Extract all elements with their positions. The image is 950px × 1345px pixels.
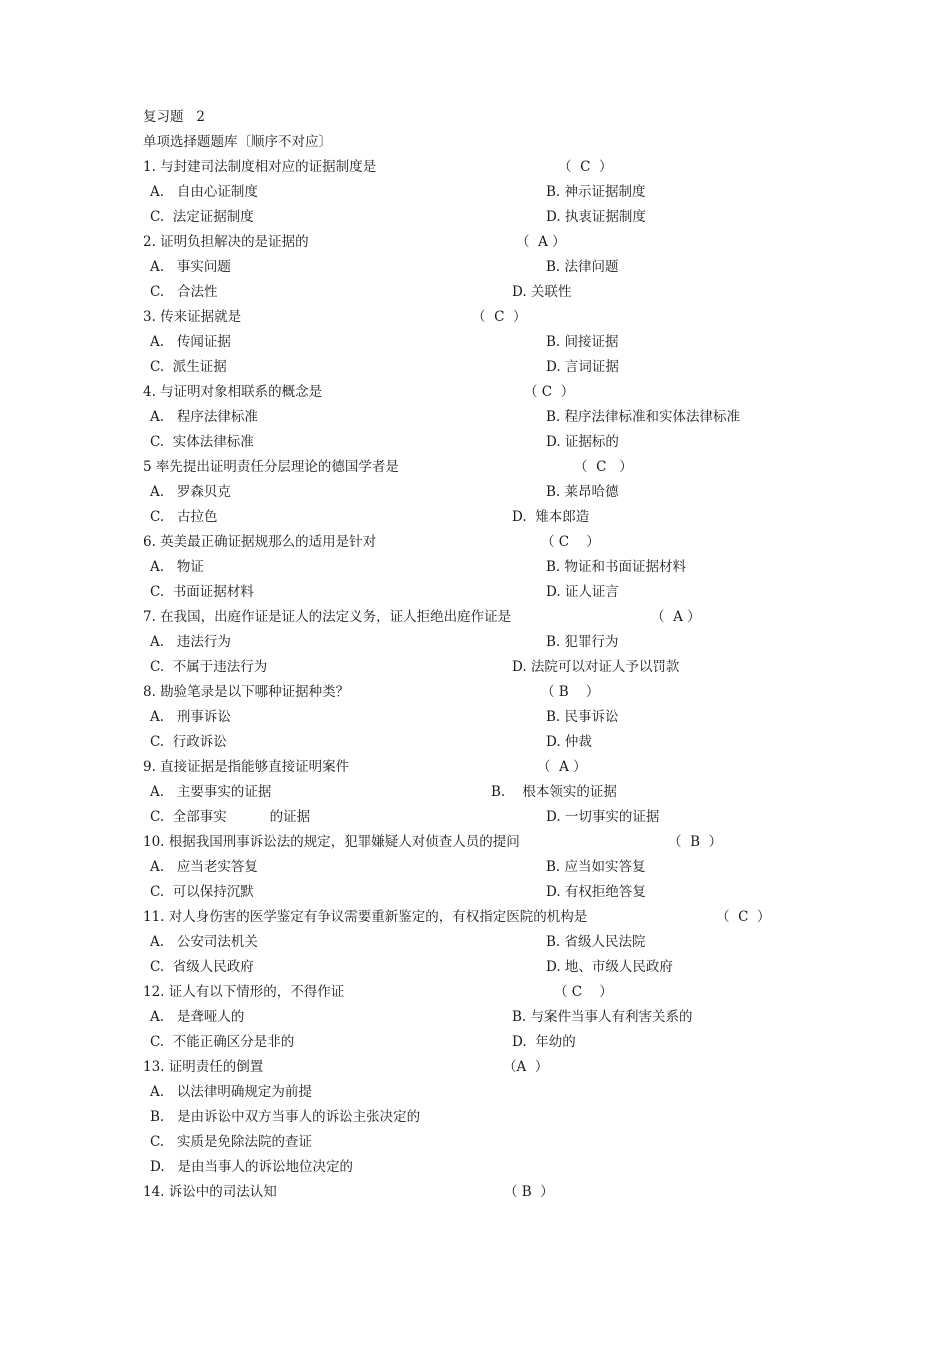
option-d: D. 证据标的 (546, 434, 619, 450)
option-d: D. 执衷证据制度 (546, 209, 646, 225)
question-answer: （A ） (503, 1059, 549, 1075)
option-c: C. 不属于违法行为 (150, 659, 268, 675)
option-d: D. 仲裁 (546, 734, 592, 750)
option-d: D. 雉本郎造 (512, 509, 590, 525)
question-stem: 4. 与证明对象相联系的概念是 (143, 384, 323, 400)
option-b: B. 与案件当事人有利害关系的 (512, 1009, 693, 1025)
option-a: A. 违法行为 (150, 634, 231, 650)
question-answer: （ C ） (524, 384, 575, 400)
option-c: C. 法定证据制度 (150, 209, 254, 225)
option-a: A. 公安司法机关 (150, 934, 258, 950)
question-answer: （ B ） (541, 684, 600, 700)
option-d: D. 证人证言 (546, 584, 619, 600)
question-stem: 3. 传来证据就是 (143, 309, 242, 325)
option-a: A. 程序法律标准 (150, 409, 258, 425)
option-a: A. 罗森贝克 (150, 484, 231, 500)
option-b: B. 民事诉讼 (546, 709, 619, 725)
option-b: B. 根本领实的证据 (491, 784, 617, 800)
question-answer: （ C ） (574, 459, 633, 475)
question-stem: 7. 在我国，出庭作证是证人的法定义务，证人拒绝出庭作证是 (143, 609, 512, 625)
option-d: D. 年幼的 (512, 1034, 576, 1050)
question-answer: （ C ） (541, 534, 600, 550)
option-c: C. 行政诉讼 (150, 734, 227, 750)
option-d: D. 法院可以对证人予以罚款 (512, 659, 680, 675)
option-d: D. 言词证据 (546, 359, 619, 375)
option-c: C. 古拉色 (150, 509, 218, 525)
question-stem: 13. 证明责任的倒置 (143, 1059, 264, 1075)
question-stem: 8. 勘验笔录是以下哪种证据种类？ (143, 684, 350, 700)
option-b: B. 是由诉讼中双方当事人的诉讼主张决定的 (150, 1109, 421, 1125)
question-stem: 1. 与封建司法制度相对应的证据制度是 (143, 159, 377, 175)
question-stem: 5 率先提出证明责任分层理论的德国学者是 (143, 459, 399, 475)
option-c: C. 可以保持沉默 (150, 884, 254, 900)
option-a: A. 物证 (150, 559, 204, 575)
option-c: C. 全部事实 的证据 (150, 809, 311, 825)
option-c: C. 派生证据 (150, 359, 227, 375)
document-subtitle: 单项选择题题库〔顺序不对应〕 (143, 134, 332, 150)
question-stem: 6. 英美最正确证据规那么的适用是针对 (143, 534, 377, 550)
question-answer: （ C ） (554, 984, 613, 1000)
option-a: A. 事实问题 (150, 259, 231, 275)
option-c: C. 书面证据材料 (150, 584, 254, 600)
option-b: B. 物证和书面证据材料 (546, 559, 687, 575)
option-a: A. 主要事实的证据 (150, 784, 272, 800)
option-c: C. 实质是免除法院的查证 (150, 1134, 313, 1150)
option-b: B. 省级人民法院 (546, 934, 646, 950)
question-answer: （ B ） (504, 1184, 554, 1200)
option-c: C. 省级人民政府 (150, 959, 254, 975)
option-a: A. 传闻证据 (150, 334, 231, 350)
option-d: D. 是由当事人的诉讼地位决定的 (150, 1159, 354, 1175)
option-d: D. 一切事实的证据 (546, 809, 660, 825)
option-a: A. 刑事诉讼 (150, 709, 231, 725)
question-answer: （ A ） (537, 759, 587, 775)
option-b: B. 法律问题 (546, 259, 619, 275)
option-c: C. 实体法律标准 (150, 434, 254, 450)
question-stem: 9. 直接证据是指能够直接证明案件 (143, 759, 350, 775)
option-d: D. 地、市级人民政府 (546, 959, 673, 975)
question-answer: （ A ） (651, 609, 701, 625)
document-title: 复习题 2 (143, 109, 205, 125)
option-b: B. 应当如实答复 (546, 859, 646, 875)
question-stem: 2. 证明负担解决的是证据的 (143, 234, 309, 250)
option-b: B. 间接证据 (546, 334, 619, 350)
question-stem: 11. 对人身伤害的医学鉴定有争议需要重新鉴定的，有权指定医院的机构是 (143, 909, 588, 925)
question-stem: 12. 证人有以下情形的，不得作证 (143, 984, 345, 1000)
option-d: D. 有权拒绝答复 (546, 884, 646, 900)
option-b: B. 莱昂哈德 (546, 484, 619, 500)
question-answer: （ C ） (558, 159, 613, 175)
option-a: A. 自由心证制度 (150, 184, 258, 200)
option-a: A. 以法律明确规定为前提 (150, 1084, 312, 1100)
question-answer: （ B ） (668, 834, 723, 850)
option-d: D. 关联性 (512, 284, 572, 300)
option-b: B. 犯罪行为 (546, 634, 619, 650)
question-stem: 14. 诉讼中的司法认知 (143, 1184, 277, 1200)
option-b: B. 程序法律标准和实体法律标准 (546, 409, 741, 425)
question-answer: （ C ） (716, 909, 771, 925)
question-answer: （ C ） (472, 309, 527, 325)
option-c: C. 合法性 (150, 284, 218, 300)
question-answer: （ A ） (516, 234, 566, 250)
option-c: C. 不能正确区分是非的 (150, 1034, 295, 1050)
option-b: B. 神示证据制度 (546, 184, 646, 200)
option-a: A. 是聋哑人的 (150, 1009, 245, 1025)
question-stem: 10. 根据我国刑事诉讼法的规定，犯罪嫌疑人对侦查人员的提问 (143, 834, 520, 850)
option-a: A. 应当老实答复 (150, 859, 258, 875)
